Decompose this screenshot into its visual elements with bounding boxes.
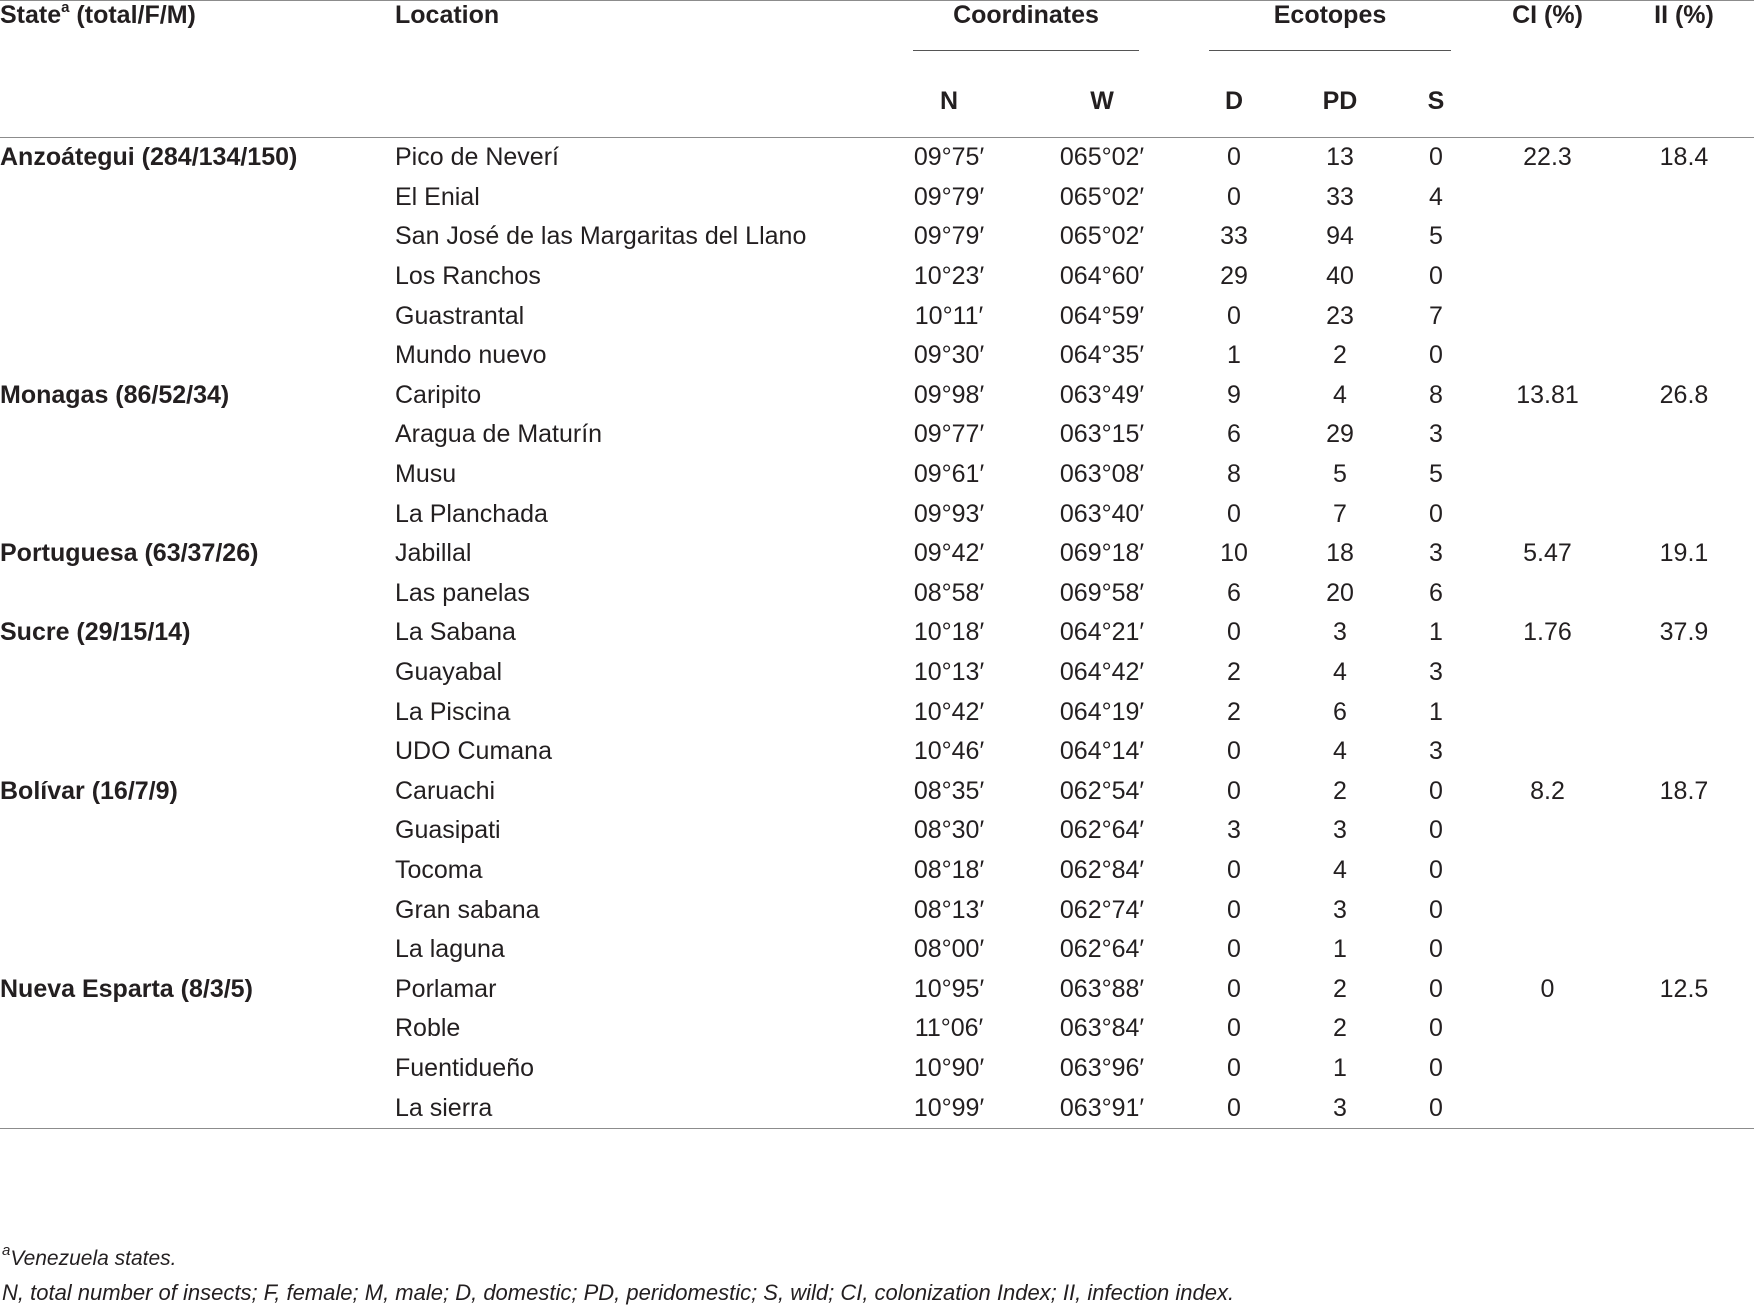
ecotope-s-cell: 1 <box>1429 697 1443 726</box>
table-row <box>0 376 1754 416</box>
header-row-2 <box>0 65 1754 138</box>
header-ci: CI (%) <box>1512 1 1583 29</box>
state-cell <box>0 178 393 218</box>
location-cell: Fuentidueño <box>395 1053 535 1082</box>
table-row <box>0 178 1754 218</box>
ecotope-pd-cell: 23 <box>1326 301 1354 330</box>
table-row <box>0 534 1754 574</box>
footnote-legend: N, total number of insects; F, female; M, male; D, domestic; PD, peridomestic; S, wild; CI, colonization Index; II, infection index. <box>2 1280 1235 1305</box>
state-cell <box>0 455 393 495</box>
coord-w-cell: 063°49′ <box>1059 380 1145 409</box>
ci-cell <box>1481 1009 1614 1049</box>
ecotope-pd-cell: 94 <box>1326 222 1354 251</box>
ecotope-d-cell: 0 <box>1227 143 1241 172</box>
header-pd: PD <box>1322 86 1358 115</box>
ecotope-pd-cell: 7 <box>1333 499 1347 528</box>
ii-cell <box>1614 1049 1754 1089</box>
table-row <box>0 692 1754 732</box>
ecotope-d-cell: 29 <box>1220 262 1248 291</box>
state-cell <box>0 1009 393 1049</box>
coord-w-cell: 063°88′ <box>1059 974 1145 1003</box>
header-w: W <box>1090 86 1114 115</box>
state-cell <box>0 930 393 970</box>
ci-cell: 22.3 <box>1523 143 1572 172</box>
state-cell <box>0 1049 393 1089</box>
ii-cell <box>1614 692 1754 732</box>
footnote-a: $^a$Venezuela states. <box>2 1242 177 1270</box>
state-cell <box>0 811 393 851</box>
ci-cell <box>1481 851 1614 891</box>
state-cell <box>0 574 393 614</box>
header-ecotopes: Ecotopes <box>1179 1 1481 65</box>
coord-w-cell: 062°54′ <box>1059 776 1145 805</box>
ii-cell <box>1614 217 1754 257</box>
ecotope-d-cell: 3 <box>1227 816 1241 845</box>
ecotope-pd-cell: 2 <box>1333 776 1347 805</box>
coord-w-cell: 062°64′ <box>1059 816 1145 845</box>
table-row <box>0 613 1754 653</box>
ci-cell <box>1481 296 1614 336</box>
ii-cell: 19.1 <box>1659 539 1709 568</box>
ecotope-pd-cell: 6 <box>1333 697 1347 726</box>
coord-w-cell: 065°02′ <box>1059 143 1145 172</box>
ecotope-s-cell: 5 <box>1429 222 1443 251</box>
table-row <box>0 455 1754 495</box>
ci-cell: 0 <box>1540 974 1555 1003</box>
location-cell: La sierra <box>395 1093 493 1122</box>
ecotope-pd-cell: 4 <box>1333 737 1347 766</box>
location-cell: Tocoma <box>395 855 483 884</box>
state-cell <box>0 1088 393 1128</box>
ecotope-d-cell: 0 <box>1227 935 1241 964</box>
location-cell: El Enial <box>395 182 480 211</box>
coord-w-cell: 063°96′ <box>1059 1053 1145 1082</box>
coord-n-cell: 09°77′ <box>913 420 985 449</box>
coord-w-cell: 062°84′ <box>1059 855 1145 884</box>
coord-n-cell: 10°99′ <box>913 1093 985 1122</box>
ecotope-s-cell: 3 <box>1429 420 1443 449</box>
ii-cell <box>1614 415 1754 455</box>
ecotope-d-cell: 0 <box>1227 1014 1241 1043</box>
ecotope-pd-cell: 29 <box>1326 420 1354 449</box>
ii-cell <box>1614 494 1754 534</box>
ecotope-pd-cell: 3 <box>1333 1093 1347 1122</box>
state-cell <box>0 217 393 257</box>
location-cell: Guastrantal <box>395 301 525 330</box>
coord-n-cell: 09°42′ <box>913 539 985 568</box>
state-cell <box>0 851 393 891</box>
table-row <box>0 969 1754 1009</box>
coord-w-cell: 069°18′ <box>1059 539 1145 568</box>
ecotope-pd-cell: 4 <box>1333 658 1347 687</box>
ecotope-s-cell: 5 <box>1429 460 1443 489</box>
ci-cell <box>1481 415 1614 455</box>
ecotope-d-cell: 0 <box>1227 499 1241 528</box>
ii-cell <box>1614 336 1754 376</box>
table-row <box>0 772 1754 812</box>
coord-n-cell: 10°13′ <box>913 658 985 687</box>
state-cell: Sucre (29/15/14) <box>0 618 191 647</box>
table-row <box>0 494 1754 534</box>
ci-cell <box>1481 217 1614 257</box>
coord-w-cell: 064°21′ <box>1059 618 1145 647</box>
coord-n-cell: 09°79′ <box>913 182 985 211</box>
table-row <box>0 890 1754 930</box>
coord-n-cell: 08°00′ <box>913 935 985 964</box>
table-row <box>0 1049 1754 1089</box>
coord-w-cell: 064°42′ <box>1059 658 1145 687</box>
coord-n-cell: 09°61′ <box>913 460 985 489</box>
ecotope-s-cell: 0 <box>1429 1093 1443 1122</box>
coord-w-cell: 064°59′ <box>1059 301 1145 330</box>
coord-n-cell: 10°46′ <box>913 737 985 766</box>
ii-cell: 26.8 <box>1659 380 1709 409</box>
ci-cell <box>1481 1049 1614 1089</box>
ecotope-d-cell: 6 <box>1227 420 1241 449</box>
ecotope-s-cell: 3 <box>1429 737 1443 766</box>
ci-cell: 5.47 <box>1523 539 1572 568</box>
ecotope-pd-cell: 2 <box>1333 341 1347 370</box>
location-cell: La Sabana <box>395 618 516 647</box>
state-cell: Monagas (86/52/34) <box>0 380 230 409</box>
coord-n-cell: 08°18′ <box>913 855 985 884</box>
coord-w-cell: 063°15′ <box>1059 420 1145 449</box>
ii-cell <box>1614 178 1754 218</box>
ii-cell <box>1614 455 1754 495</box>
ii-cell: 18.7 <box>1659 776 1709 805</box>
location-cell: UDO Cumana <box>395 737 552 766</box>
ii-cell <box>1614 257 1754 297</box>
ecotope-pd-cell: 40 <box>1326 262 1354 291</box>
ci-cell <box>1481 1088 1614 1128</box>
ecotope-d-cell: 9 <box>1227 380 1241 409</box>
ecotope-s-cell: 8 <box>1429 380 1443 409</box>
ci-cell <box>1481 574 1614 614</box>
ecotope-pd-cell: 4 <box>1333 380 1347 409</box>
location-cell: San José de las Margaritas del Llano <box>395 222 807 251</box>
table-row <box>0 1088 1754 1128</box>
header-n: N <box>939 86 959 115</box>
coord-n-cell: 10°11′ <box>914 301 984 330</box>
ecotope-s-cell: 0 <box>1429 895 1443 924</box>
ecotope-s-cell: 4 <box>1429 182 1443 211</box>
ecotope-d-cell: 0 <box>1227 737 1241 766</box>
header-d: D <box>1224 86 1244 115</box>
state-cell: Portuguesa (63/37/26) <box>0 539 259 568</box>
table-row <box>0 1009 1754 1049</box>
ecotope-s-cell: 1 <box>1429 618 1443 647</box>
table-row <box>0 811 1754 851</box>
location-cell: Gran sabana <box>395 895 540 924</box>
location-cell: Guasipati <box>395 816 501 845</box>
ecotope-pd-cell: 1 <box>1333 1053 1347 1082</box>
state-cell <box>0 336 393 376</box>
coord-n-cell: 09°75′ <box>913 143 985 172</box>
ci-cell <box>1481 178 1614 218</box>
ecotope-pd-cell: 13 <box>1326 143 1354 172</box>
location-cell: Jabillal <box>395 539 472 568</box>
location-cell: Pico de Neverí <box>395 143 559 172</box>
coord-w-cell: 063°84′ <box>1059 1014 1145 1043</box>
coord-w-cell: 063°08′ <box>1059 460 1145 489</box>
ii-cell <box>1614 732 1754 772</box>
table-row <box>0 138 1754 178</box>
state-cell: Nueva Esparta (8/3/5) <box>0 974 253 1003</box>
ecotope-d-cell: 0 <box>1227 974 1241 1003</box>
ecotope-s-cell: 0 <box>1429 341 1443 370</box>
coord-w-cell: 064°19′ <box>1059 697 1145 726</box>
header-row-1 <box>0 1 1754 65</box>
ecotope-d-cell: 2 <box>1227 658 1241 687</box>
coord-n-cell: 10°23′ <box>913 262 985 291</box>
ii-cell <box>1614 653 1754 693</box>
ecotope-s-cell: 0 <box>1429 1053 1443 1082</box>
ecotope-s-cell: 0 <box>1429 816 1443 845</box>
ci-cell <box>1481 890 1614 930</box>
ecotope-d-cell: 6 <box>1227 578 1241 607</box>
ecotope-s-cell: 0 <box>1429 776 1443 805</box>
coord-n-cell: 09°93′ <box>913 499 985 528</box>
ecotope-pd-cell: 3 <box>1333 895 1347 924</box>
coord-n-cell: 09°30′ <box>913 341 985 370</box>
state-cell <box>0 257 393 297</box>
ii-cell <box>1614 930 1754 970</box>
ii-cell: 18.4 <box>1659 143 1709 172</box>
ecotope-pd-cell: 33 <box>1326 182 1354 211</box>
ii-cell <box>1614 574 1754 614</box>
table-row <box>0 851 1754 891</box>
coord-n-cell: 08°13′ <box>913 895 985 924</box>
ci-cell <box>1481 653 1614 693</box>
state-cell: Anzoátegui (284/134/150) <box>0 143 298 172</box>
ecotope-pd-cell: 4 <box>1333 855 1347 884</box>
coord-n-cell: 08°30′ <box>913 816 985 845</box>
ecotope-d-cell: 0 <box>1227 776 1241 805</box>
ci-cell <box>1481 494 1614 534</box>
table-row <box>0 336 1754 376</box>
coord-n-cell: 08°58′ <box>913 578 985 607</box>
ecotope-pd-cell: 1 <box>1333 935 1347 964</box>
ecotope-d-cell: 0 <box>1227 855 1241 884</box>
ecotope-s-cell: 6 <box>1429 578 1443 607</box>
ecotope-s-cell: 3 <box>1429 539 1443 568</box>
state-cell <box>0 415 393 455</box>
table-body <box>0 138 1754 1128</box>
ecotope-pd-cell: 18 <box>1326 539 1354 568</box>
ecotope-d-cell: 1 <box>1227 341 1241 370</box>
coord-w-cell: 062°74′ <box>1059 895 1145 924</box>
table-row <box>0 930 1754 970</box>
coord-n-cell: 11°06′ <box>914 1014 984 1043</box>
ci-cell: 1.76 <box>1523 618 1572 647</box>
coord-w-cell: 063°40′ <box>1059 499 1145 528</box>
ecotope-pd-cell: 2 <box>1333 974 1347 1003</box>
ecotope-s-cell: 3 <box>1429 658 1443 687</box>
coord-n-cell: 09°98′ <box>913 380 985 409</box>
table-row <box>0 415 1754 455</box>
ecotope-s-cell: 0 <box>1429 143 1443 172</box>
ecotope-d-cell: 0 <box>1227 1053 1241 1082</box>
coord-w-cell: 065°02′ <box>1059 222 1145 251</box>
ii-cell <box>1614 296 1754 336</box>
ecotope-d-cell: 10 <box>1220 539 1248 568</box>
ecotope-s-cell: 0 <box>1429 499 1443 528</box>
location-cell: Musu <box>395 460 457 489</box>
location-cell: La Planchada <box>395 499 548 528</box>
ecotope-d-cell: 0 <box>1227 1093 1241 1122</box>
coord-w-cell: 065°02′ <box>1059 182 1145 211</box>
ii-cell: 37.9 <box>1659 618 1709 647</box>
header-state: State$^a$ (total/F/M) <box>0 0 196 29</box>
table-row <box>0 574 1754 614</box>
ecotope-d-cell: 8 <box>1227 460 1241 489</box>
state-cell <box>0 732 393 772</box>
ecotope-pd-cell: 3 <box>1333 618 1347 647</box>
ci-cell <box>1481 336 1614 376</box>
location-cell: Caripito <box>395 380 482 409</box>
table-row <box>0 217 1754 257</box>
ecotope-d-cell: 0 <box>1227 895 1241 924</box>
ci-cell <box>1481 257 1614 297</box>
coord-n-cell: 10°95′ <box>913 974 985 1003</box>
location-cell: La laguna <box>395 935 505 964</box>
ecotope-d-cell: 0 <box>1227 618 1241 647</box>
table-row <box>0 257 1754 297</box>
ecotope-s-cell: 0 <box>1429 262 1443 291</box>
ecotope-s-cell: 0 <box>1429 1014 1443 1043</box>
location-cell: Porlamar <box>395 974 497 1003</box>
coord-n-cell: 09°79′ <box>913 222 985 251</box>
location-cell: Guayabal <box>395 658 503 687</box>
ecotope-s-cell: 7 <box>1429 301 1443 330</box>
ci-cell <box>1481 930 1614 970</box>
table-row <box>0 732 1754 772</box>
state-cell <box>0 692 393 732</box>
ii-cell <box>1614 811 1754 851</box>
ci-cell: 8.2 <box>1530 776 1565 805</box>
ci-cell <box>1481 455 1614 495</box>
ecotope-pd-cell: 2 <box>1333 1014 1347 1043</box>
ecotope-d-cell: 2 <box>1227 697 1241 726</box>
ii-cell <box>1614 851 1754 891</box>
ecotope-d-cell: 0 <box>1227 182 1241 211</box>
state-cell: Bolívar (16/7/9) <box>0 776 178 805</box>
state-cell <box>0 653 393 693</box>
ci-cell: 13.81 <box>1516 380 1579 409</box>
ii-cell <box>1614 1088 1754 1128</box>
ecotope-pd-cell: 5 <box>1333 460 1347 489</box>
coord-w-cell: 064°35′ <box>1059 341 1145 370</box>
coord-w-cell: 062°64′ <box>1059 935 1145 964</box>
ci-cell <box>1481 692 1614 732</box>
header-s: S <box>1427 86 1445 115</box>
ecotope-s-cell: 0 <box>1429 974 1443 1003</box>
location-cell: Caruachi <box>395 776 496 805</box>
coord-w-cell: 063°91′ <box>1059 1093 1145 1122</box>
header-ii: II (%) <box>1654 1 1714 29</box>
ii-cell <box>1614 1009 1754 1049</box>
table-row <box>0 653 1754 693</box>
ii-cell: 12.5 <box>1659 974 1709 1003</box>
location-cell: Mundo nuevo <box>395 341 547 370</box>
coord-n-cell: 10°18′ <box>913 618 985 647</box>
ecotope-d-cell: 0 <box>1227 301 1241 330</box>
coord-n-cell: 08°35′ <box>913 776 985 805</box>
ecotope-s-cell: 0 <box>1429 855 1443 884</box>
ecotope-pd-cell: 3 <box>1333 816 1347 845</box>
header-coordinates: Coordinates <box>873 1 1179 65</box>
ecotope-pd-cell: 20 <box>1326 578 1354 607</box>
ecotope-s-cell: 0 <box>1429 935 1443 964</box>
state-cell <box>0 890 393 930</box>
ci-cell <box>1481 811 1614 851</box>
state-cell <box>0 296 393 336</box>
ecotope-d-cell: 33 <box>1220 222 1248 251</box>
coord-w-cell: 064°60′ <box>1059 262 1145 291</box>
location-cell: Aragua de Maturín <box>395 420 603 449</box>
coord-n-cell: 10°42′ <box>913 697 985 726</box>
location-cell: Roble <box>395 1014 461 1043</box>
bottom-rule <box>0 1128 1754 1129</box>
location-cell: Las panelas <box>395 578 530 607</box>
header-location: Location <box>395 1 500 29</box>
coord-w-cell: 069°58′ <box>1059 578 1145 607</box>
state-cell <box>0 494 393 534</box>
coord-w-cell: 064°14′ <box>1059 737 1145 766</box>
ci-cell <box>1481 732 1614 772</box>
ii-cell <box>1614 890 1754 930</box>
location-cell: Los Ranchos <box>395 262 541 291</box>
location-cell: La Piscina <box>395 697 511 726</box>
coord-n-cell: 10°90′ <box>913 1053 985 1082</box>
table-row <box>0 296 1754 336</box>
